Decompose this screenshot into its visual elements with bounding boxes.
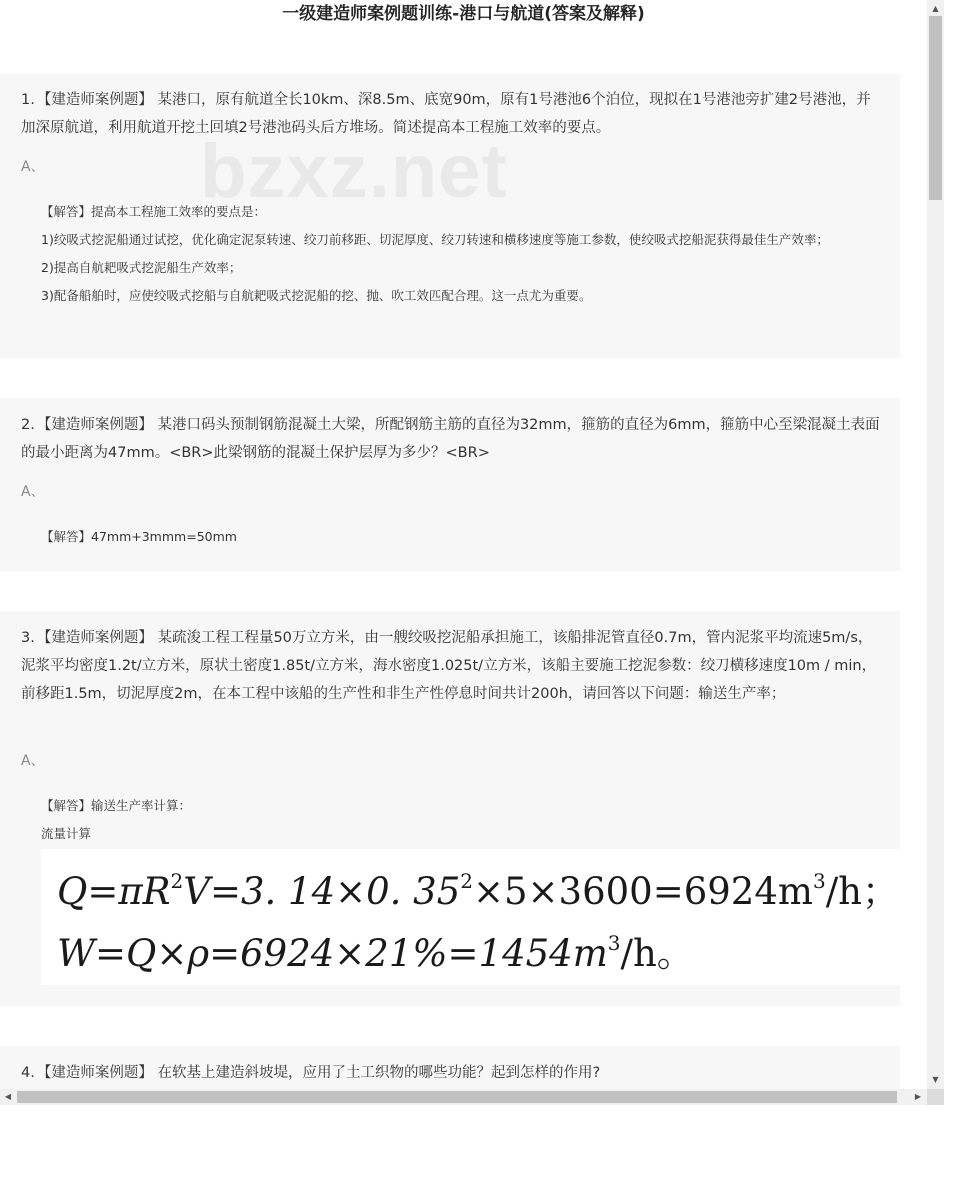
question-number: 1. xyxy=(21,92,35,108)
scroll-right-arrow-icon[interactable]: ▶ xyxy=(914,1092,922,1101)
answer-line: 2)提高自航耙吸式挖泥船生产效率； xyxy=(41,260,242,275)
formula-production-rate: $W=Q\times\rho=6924\times 21\%=1454m^3/h$。 xyxy=(57,931,694,975)
watermark: bzxz.net xyxy=(200,129,508,214)
question-text-1 xyxy=(21,86,883,142)
question-text-2 xyxy=(21,411,883,467)
option-a-1[interactable]: A、 xyxy=(21,159,45,175)
page-title: 一级建造师案例题训练-港口与航道(答案及解释) xyxy=(282,4,645,24)
formula-v-part: V=3. 14×0. 35 xyxy=(183,870,461,913)
question-text-4 xyxy=(21,1059,883,1087)
question-body: 【建造师案例题】 某疏浚工程工程量50万立方米，由一艘绞吸挖泥船承担施工，该船排泥管直径0.7m，管内泥浆平均流速5m/s，泥浆平均密度1.2t/立方米，原状土密度1.85t/立方米，海水密度1.025t/立方米，该船主要施工挖泥参数：绞刀横移速度10m / min，前移距1.5m，切泥厚度2m，在本工程中该船的生产性和非生产性停息时间共计200h，请回答以下问题：输送生产率； xyxy=(21,630,877,702)
question-body: 【建造师案例题】 在软基上建造斜坡堤，应用了土工织物的哪些功能？起到怎样的作用? xyxy=(36,1065,601,1081)
formula-image xyxy=(41,849,927,985)
scrollbar-corner xyxy=(927,1089,944,1105)
question-number: 4. xyxy=(21,1065,35,1081)
question-text-3 xyxy=(21,624,883,708)
answer-block-1 xyxy=(41,198,881,310)
horizontal-scroll-thumb[interactable] xyxy=(17,1091,897,1103)
answer-line: 【解答】47mm+3mmm=50mm xyxy=(41,529,237,544)
answer-block-2 xyxy=(41,523,881,551)
scroll-up-arrow-icon[interactable]: ▲ xyxy=(932,4,939,13)
formula-w-part: W=Q×ρ=6924×21%=1454m xyxy=(57,932,608,975)
answer-line: 1)绞吸式挖泥船通过试挖，优化确定泥泵转速、绞刀前移距、切泥厚度、绞刀转速和横移速度等施工参数，使绞吸式挖船泥获得最佳生产效率； xyxy=(41,232,829,247)
scroll-left-arrow-icon[interactable]: ◀ xyxy=(4,1092,12,1101)
vertical-scrollbar[interactable] xyxy=(927,0,944,1089)
question-body: 【建造师案例题】 某港口码头预制钢筋混凝土大梁，所配钢筋主筋的直径为32mm，箍筋的直径为6mm，箍筋中心至梁混凝土表面的最小距离为47mm。<BR>此梁钢筋的混凝土保护层厚为多少？<BR> xyxy=(21,417,880,461)
scroll-down-arrow-icon[interactable]: ▼ xyxy=(932,1075,939,1084)
answer-line: 【解答】提高本工程施工效率的要点是： xyxy=(41,204,267,219)
vertical-scroll-thumb[interactable] xyxy=(929,16,942,200)
answer-line: 3)配备船舶时，应使绞吸式挖船与自航耙吸式挖泥船的挖、抛、吹工效匹配合理。这一点尤为重要。 xyxy=(41,288,592,303)
option-a-3[interactable]: A、 xyxy=(21,753,45,769)
answer-line: 【解答】输送生产率计算： xyxy=(41,798,192,813)
question-number: 3. xyxy=(21,630,35,646)
question-body: 【建造师案例题】 某港口，原有航道全长10km、深8.5m、底宽90m，原有1号港池6个泊位，现拟在1号港池旁扩建2号港池，并加深原航道，利用航道开挖土回填2号港池码头后方堆场。简述提高本工程施工效率的要点。 xyxy=(21,92,871,136)
question-number: 2. xyxy=(21,417,35,433)
answer-line: 流量计算 xyxy=(41,826,92,841)
horizontal-scrollbar[interactable] xyxy=(0,1089,927,1105)
formula-q-part: Q=πR xyxy=(57,870,171,913)
option-a-2[interactable]: A、 xyxy=(21,484,45,500)
formula-flow-rate: $Q=\pi R^2V=3$. 14×0. $35^2\times 5\times 3600=6924m^3/h$； xyxy=(57,869,899,913)
answer-block-3 xyxy=(41,792,881,848)
